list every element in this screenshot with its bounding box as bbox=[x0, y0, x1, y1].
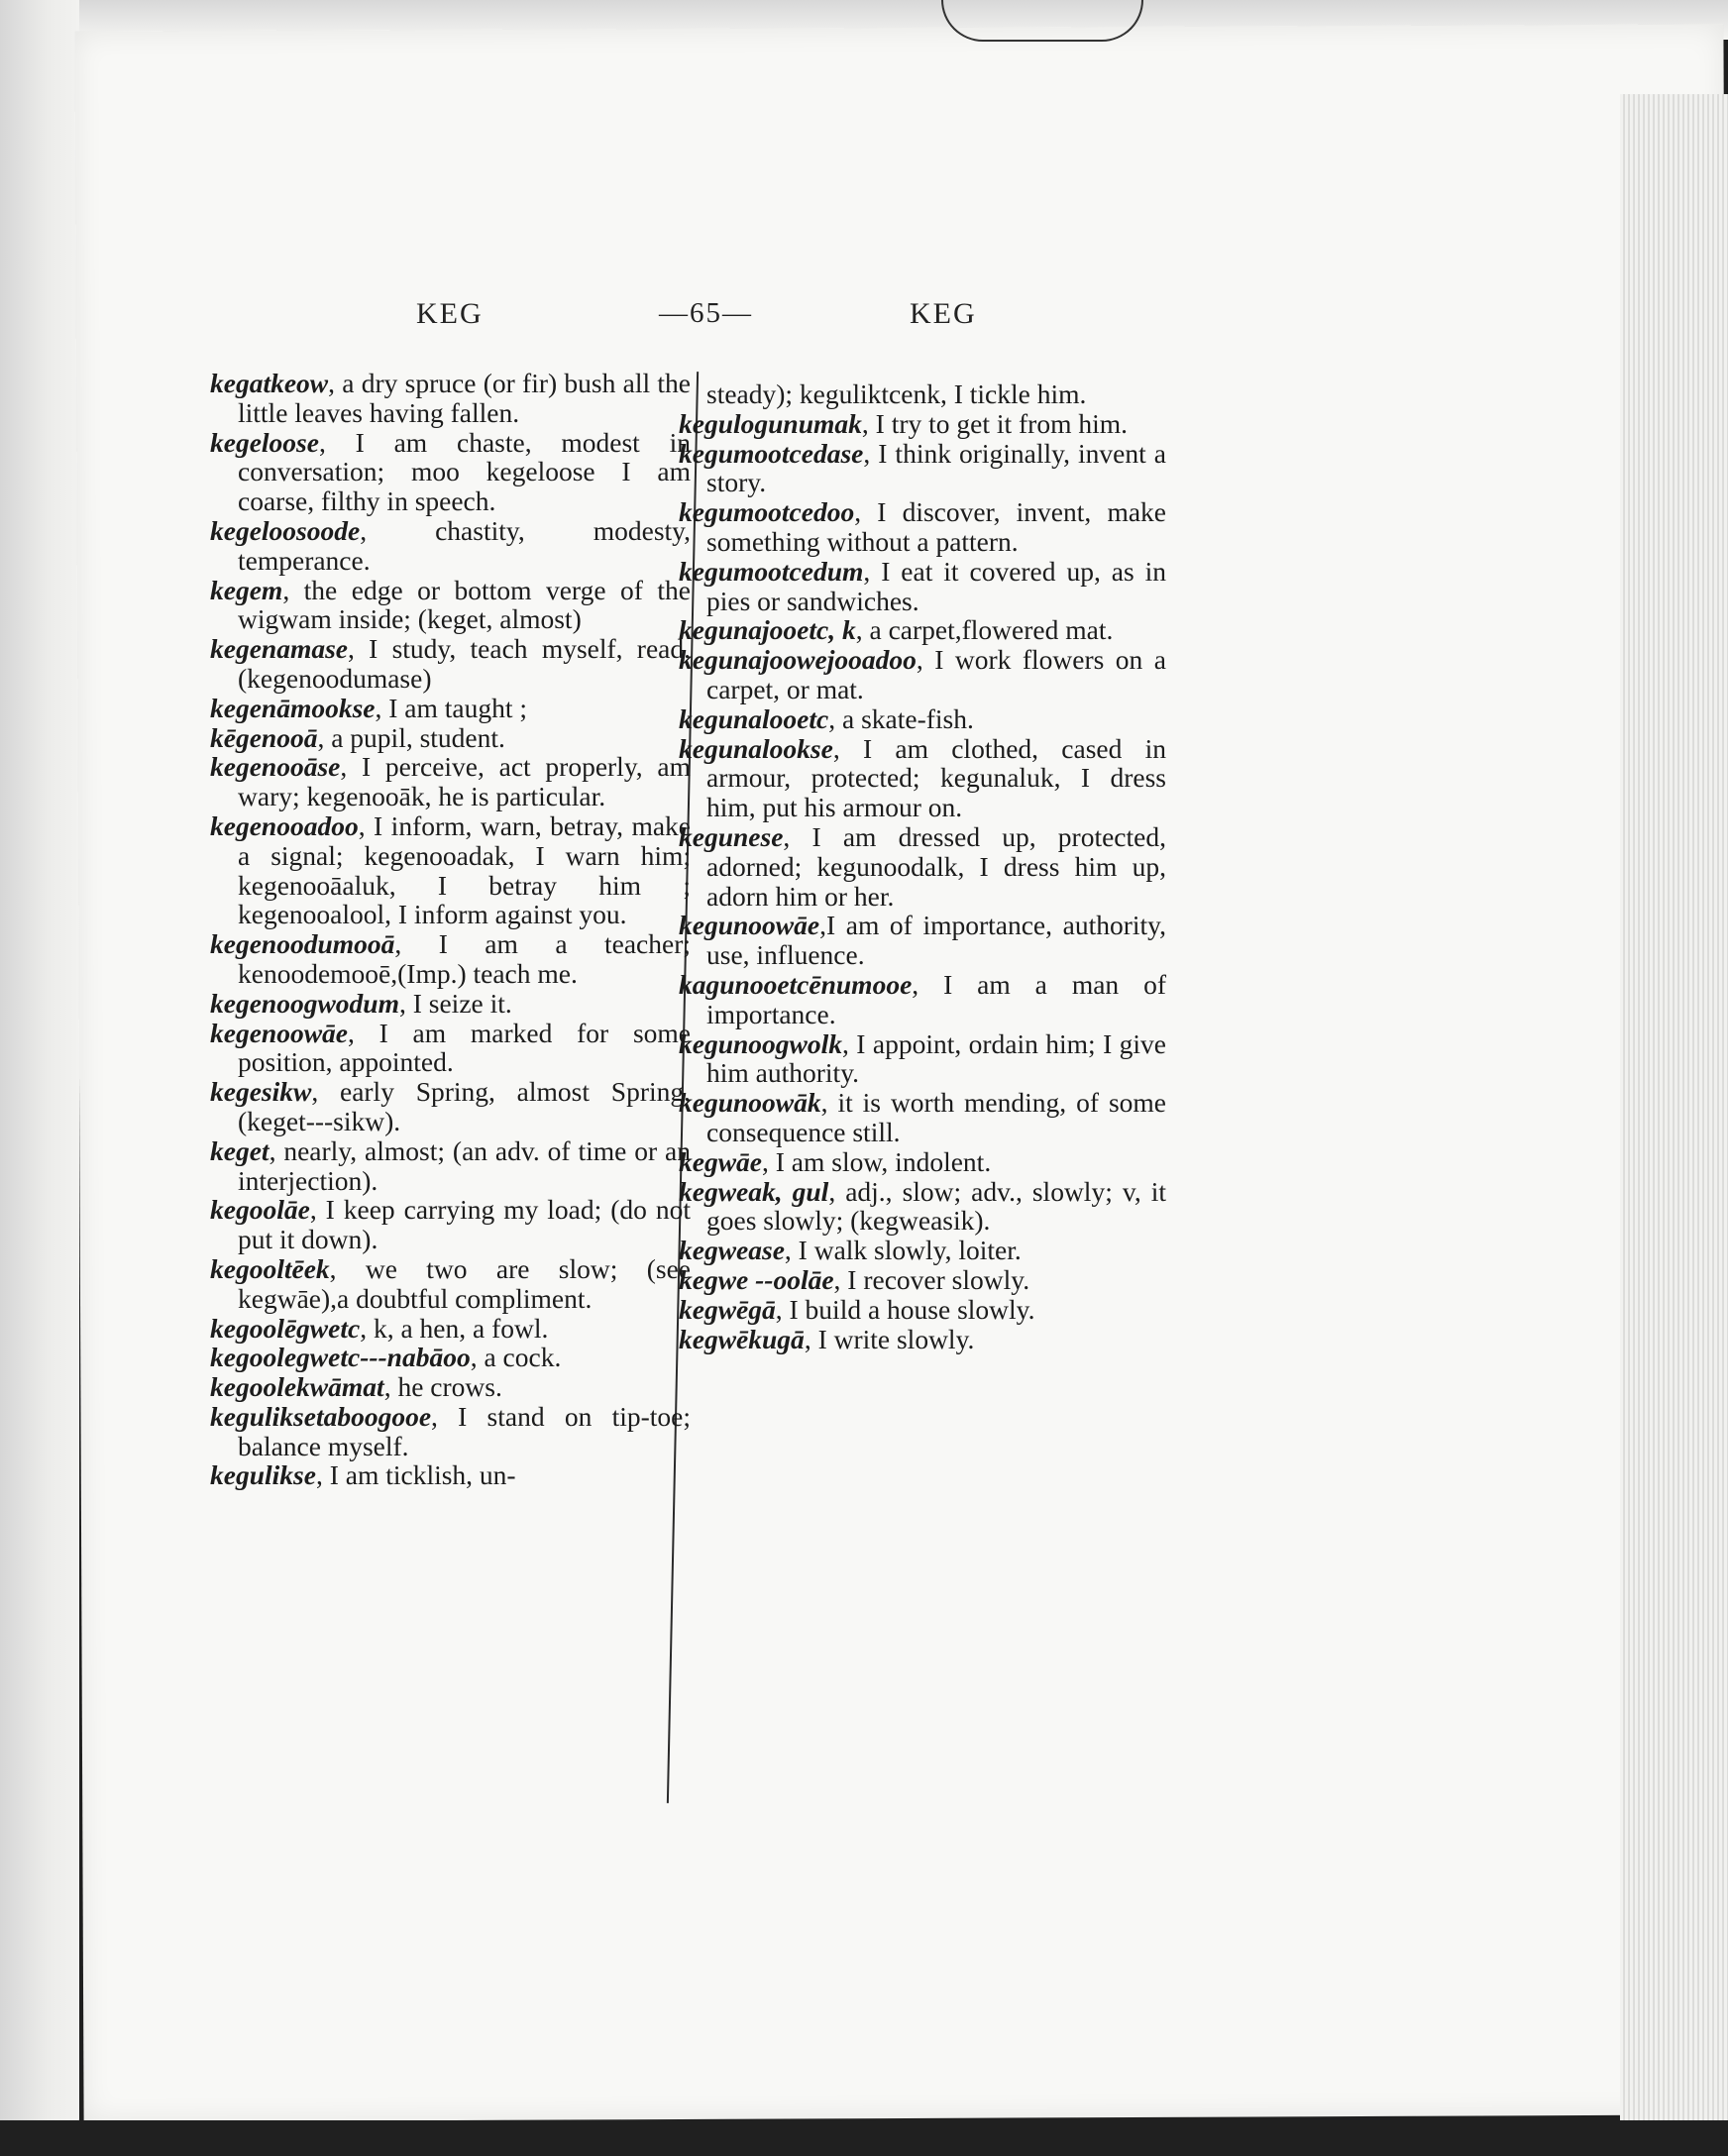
headword: kegesikw bbox=[210, 1076, 312, 1108]
dictionary-entry bbox=[679, 557, 1166, 616]
dictionary-entry bbox=[210, 428, 691, 516]
definition: , it is worth mending, of some consequence still. bbox=[706, 1087, 1166, 1147]
dictionary-entry bbox=[679, 734, 1166, 822]
headword: kegunoowāe bbox=[679, 910, 820, 941]
dictionary-entry bbox=[210, 576, 691, 635]
dictionary-entry bbox=[679, 911, 1166, 970]
headword: kegenoowāe bbox=[210, 1017, 349, 1048]
headword: kegunalookse bbox=[679, 732, 833, 764]
binding-curve bbox=[941, 0, 1143, 42]
definition: , I am marked for some position, appointed. bbox=[238, 1017, 691, 1078]
dictionary-entry bbox=[210, 1460, 691, 1490]
dictionary-entry bbox=[210, 694, 691, 723]
headword: kegwēkugā bbox=[679, 1323, 805, 1354]
definition: , I am slow, indolent. bbox=[762, 1145, 992, 1177]
dictionary-entry bbox=[210, 1372, 691, 1402]
headword: keguliksetaboogooe bbox=[210, 1400, 432, 1432]
definition: , nearly, almost; (an adv. of time or an interjection). bbox=[238, 1134, 691, 1196]
headword: kegulikse bbox=[210, 1459, 316, 1491]
definition: , I think originally, invent a story. bbox=[706, 437, 1166, 498]
page-number: —65— bbox=[659, 297, 753, 329]
dictionary-entry bbox=[679, 970, 1166, 1029]
headword: kegwēgā bbox=[679, 1293, 776, 1325]
definition: , I study, teach myself, read. (kegenoodumase) bbox=[238, 633, 691, 694]
headword: kegoolēgwetc bbox=[210, 1312, 361, 1344]
dictionary-entry bbox=[210, 634, 691, 694]
book-fore-edge bbox=[1620, 94, 1728, 2120]
definition: , I build a house slowly. bbox=[775, 1293, 1035, 1325]
headword: kegenooāse bbox=[210, 751, 341, 783]
dictionary-entry bbox=[679, 439, 1166, 498]
definition: , I am clothed, cased in armour, protected; kegunaluk, I dress him, put his armour on. bbox=[706, 732, 1166, 823]
running-head-right: KEG bbox=[910, 297, 977, 330]
headword: kegoolegwetc---nabāoo bbox=[210, 1342, 471, 1373]
dictionary-entry bbox=[210, 1019, 691, 1078]
definition: , I stand on tip-toe; balance myself. bbox=[238, 1400, 691, 1461]
definition: , I perceive, act properly, am wary; kegenooāk, he is particular. bbox=[238, 751, 691, 812]
dictionary-entry bbox=[679, 1147, 1166, 1177]
headword: kegwāe bbox=[679, 1145, 763, 1177]
dictionary-entry bbox=[210, 989, 691, 1019]
dictionary-entry bbox=[679, 822, 1166, 911]
definition: , a skate-fish. bbox=[828, 702, 974, 734]
dictionary-entry bbox=[679, 1325, 1166, 1354]
definition: , I work flowers on a carpet, or mat. bbox=[706, 644, 1166, 704]
headword: kegunoogwolk bbox=[679, 1027, 843, 1059]
dictionary-entry bbox=[210, 1343, 691, 1372]
headword: kegweak, gul bbox=[679, 1175, 829, 1207]
definition: , I am chaste, modest in conversation; moo kegeloose I am coarse, filthy in speech. bbox=[238, 426, 691, 517]
headword: kegunajoowejooadoo bbox=[679, 644, 917, 676]
definition: , we two are slow; (see kegwāe),a doubtful compliment. bbox=[238, 1252, 691, 1314]
dictionary-entry bbox=[679, 497, 1166, 557]
headword: kegenamase bbox=[210, 633, 349, 665]
dictionary-entry bbox=[679, 1029, 1166, 1089]
dictionary-entry bbox=[679, 409, 1166, 439]
dictionary-entry bbox=[210, 1402, 691, 1461]
running-head-left: KEG bbox=[416, 297, 484, 330]
dictionary-entry bbox=[679, 704, 1166, 734]
dictionary-entry bbox=[210, 811, 691, 929]
headword: kagunooetcēnumooe bbox=[679, 968, 913, 1000]
headword: kēgenooā bbox=[210, 721, 318, 753]
dictionary-entry bbox=[210, 1254, 691, 1314]
dictionary-entry bbox=[679, 645, 1166, 704]
headword: kegenāmookse bbox=[210, 692, 376, 723]
headword: kegunese bbox=[679, 820, 784, 852]
definition: , I eat it covered up, as in pies or sandwiches. bbox=[706, 555, 1166, 616]
dictionary-entry bbox=[679, 1236, 1166, 1265]
headword: kegulogunumak bbox=[679, 407, 862, 439]
headword: kegooltēek bbox=[210, 1252, 330, 1284]
dictionary-entry bbox=[210, 1077, 691, 1136]
definition: , k, a hen, a fowl. bbox=[360, 1312, 549, 1344]
headword: kegunoowāk bbox=[679, 1087, 821, 1119]
headword: kegenoodumooā bbox=[210, 928, 395, 960]
definition: , he crows. bbox=[383, 1371, 502, 1403]
headword: kegenoogwodum bbox=[210, 987, 399, 1019]
headword: kegeloose bbox=[210, 426, 319, 458]
page-left-margin bbox=[0, 0, 79, 2156]
headword: kegem bbox=[210, 574, 283, 605]
definition: , I am ticklish, un- bbox=[315, 1459, 516, 1491]
dictionary-entry bbox=[210, 723, 691, 753]
headword: keget bbox=[210, 1134, 270, 1166]
dictionary-entry bbox=[679, 1177, 1166, 1237]
definition: , I keep carrying my load; (do not put it down). bbox=[238, 1194, 691, 1255]
dictionary-entry bbox=[210, 1195, 691, 1254]
definition: , the edge or bottom verge of the wigwam inside; (keget, almost) bbox=[238, 574, 691, 635]
dictionary-entry bbox=[210, 929, 691, 989]
definition: , adj., slow; adv., slowly; v, it goes slowly; (kegweasik). bbox=[706, 1175, 1166, 1237]
dictionary-entry bbox=[679, 1088, 1166, 1147]
headword: kegunalooetc bbox=[679, 702, 829, 734]
dictionary-entry bbox=[210, 1136, 691, 1196]
definition: , a cock. bbox=[470, 1342, 562, 1373]
scan-bottom-border bbox=[0, 2120, 1728, 2156]
definition: , a carpet,flowered mat. bbox=[855, 614, 1114, 646]
dictionary-entry bbox=[210, 516, 691, 576]
definition: , I am a man of importance. bbox=[706, 968, 1166, 1029]
headword: kegwease bbox=[679, 1235, 785, 1266]
definition: , chastity, modesty, temperance. bbox=[238, 514, 691, 576]
definition: , I recover slowly. bbox=[833, 1263, 1030, 1295]
right-column bbox=[679, 379, 1166, 1353]
definition: , I write slowly. bbox=[804, 1323, 975, 1354]
headword: kegwe --oolāe bbox=[679, 1263, 834, 1295]
definition: , early Spring, almost Spring, (keget---sikw). bbox=[238, 1076, 691, 1136]
definition: , I discover, invent, make something without a pattern. bbox=[706, 496, 1166, 557]
definition: , I am taught ; bbox=[375, 692, 528, 723]
headword: kegoolāe bbox=[210, 1194, 310, 1226]
definition: , I inform, warn, betray, make a signal; kegenooadak, I warn him; kegenooāaluk, I betray him ; kegenooalool, I inform against you. bbox=[238, 809, 691, 930]
definition: steady); keguliktcenk, I tickle him. bbox=[706, 378, 1087, 409]
definition: , I am a teacher; kenoodemooē,(Imp.) teach me. bbox=[238, 928, 691, 989]
headword: kegumootcedoo bbox=[679, 496, 855, 528]
headword: kegenooadoo bbox=[210, 809, 359, 841]
definition: , I walk slowly, loiter. bbox=[784, 1235, 1022, 1266]
headword: kegoolekwāmat bbox=[210, 1371, 384, 1403]
dictionary-entry bbox=[679, 615, 1166, 645]
headword: kegeloosoode bbox=[210, 514, 361, 546]
dictionary-entry bbox=[210, 369, 691, 428]
definition: , a pupil, student. bbox=[317, 721, 505, 753]
dictionary-entry bbox=[679, 1295, 1166, 1325]
headword: kegumootcedase bbox=[679, 437, 864, 469]
dictionary-entry bbox=[679, 1265, 1166, 1295]
dictionary-entry-continuation bbox=[679, 379, 1166, 409]
dictionary-entry bbox=[210, 1314, 691, 1344]
definition: , I seize it. bbox=[398, 987, 512, 1019]
definition: , I am dressed up, protected, adorned; kegunoodalk, I dress him up, adorn him or her. bbox=[706, 820, 1166, 912]
definition: , a dry spruce (or fir) bush all the little leaves having fallen. bbox=[238, 368, 691, 428]
headword: kegumootcedum bbox=[679, 555, 864, 587]
definition: , I appoint, ordain him; I give him authority. bbox=[706, 1027, 1166, 1089]
headword: kegunajooetc, k bbox=[679, 614, 856, 646]
dictionary-entry bbox=[210, 752, 691, 811]
left-column bbox=[210, 369, 691, 1490]
definition: ,I am of importance, authority, use, influence. bbox=[706, 910, 1166, 971]
definition: , I try to get it from him. bbox=[861, 407, 1129, 439]
headword: kegatkeow bbox=[210, 368, 329, 398]
